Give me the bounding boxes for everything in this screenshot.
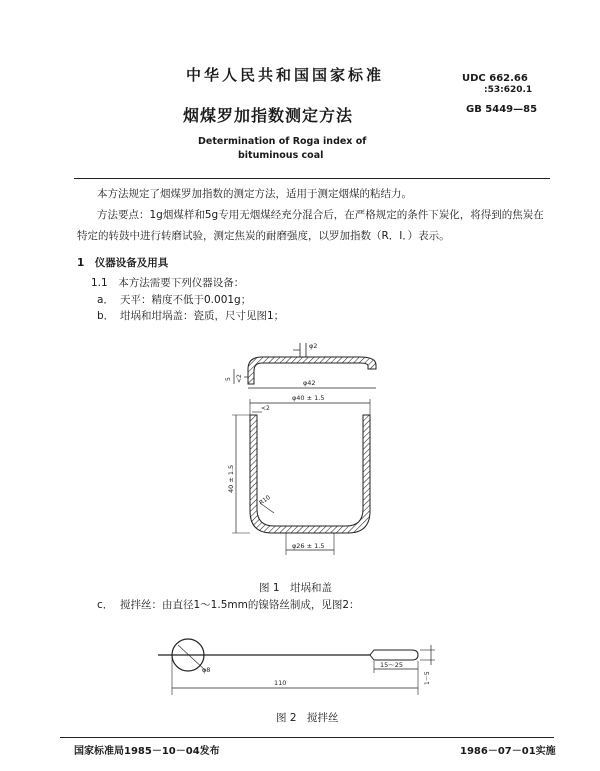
figure-1-crucible-drawing — [200, 335, 400, 575]
item-a-text: 天平：精度不低于0.001g； — [120, 294, 252, 306]
dim-ring-diameter: φ8 — [202, 666, 211, 674]
figure-2-stirring-wire-drawing — [150, 625, 440, 710]
document-title-cn: 烟煤罗加指数测定方法 — [183, 106, 354, 125]
effective-date: 1986－07－01实施 — [460, 746, 556, 757]
dim-lid-wall: <2 — [236, 374, 243, 383]
dim-total-length: 110 — [274, 679, 287, 687]
document-title-en-line1: Determination of Roga index of — [198, 136, 367, 147]
dim-lid-thickness: φ2 — [309, 342, 318, 350]
dim-lid-height: 5 — [225, 377, 232, 381]
dim-height: 40 ± 1.5 — [227, 464, 235, 493]
document-title-en-line2: bituminous coal — [238, 150, 324, 161]
dim-wall-thickness: <2 — [261, 405, 270, 412]
dim-lid-diameter: φ42 — [303, 379, 316, 387]
intro-paragraph-2-line1: 方法要点：1g烟煤样和5g专用无烟煤经充分混合后，在严格规定的条件下炭化，将得到的焦炭在 — [97, 209, 544, 221]
wire-flat-end — [370, 650, 418, 660]
section-1-heading: 1 仪器设备及用具 — [77, 257, 169, 269]
item-c-label: c． — [97, 599, 114, 611]
item-c-text: 搅拌丝：由直径1～1.5mm的镍铬丝制成，见图2： — [120, 599, 360, 611]
dim-inner-radius: R10 — [258, 494, 272, 507]
udc-code-line2: :53:620.1 — [484, 85, 533, 95]
dim-bottom-diameter: φ26 ± 1.5 — [292, 542, 325, 550]
figure-2-caption: 图 2 搅拌丝 — [276, 712, 339, 724]
udc-code-line1: UDC 662.66 — [462, 73, 528, 84]
issuer-release-date: 国家标准局1985－10－04发布 — [74, 746, 220, 757]
national-standard-title: 中华人民共和国国家标准 — [186, 66, 385, 84]
dim-flat-width: 1～5 — [424, 671, 431, 685]
gb-standard-number: GB 5449—85 — [466, 104, 538, 115]
item-b-text: 坩埚和坩埚盖：瓷质，尺寸见图1； — [120, 310, 285, 322]
intro-paragraph-2-line2: 特定的转鼓中进行转磨试验，测定焦炭的耐磨强度，以罗加指数（R．I．）表示。 — [77, 230, 450, 242]
figure-1-caption: 图 1 坩埚和盖 — [259, 582, 333, 594]
item-a-label: a． — [97, 294, 114, 306]
header-divider — [74, 178, 550, 179]
dim-flat-length: 15～25 — [380, 661, 404, 669]
intro-paragraph-1: 本方法规定了烟煤罗加指数的测定方法，适用于测定烟煤的粘结力。 — [97, 188, 412, 200]
dim-top-diameter: φ40 ± 1.5 — [292, 394, 325, 402]
clause-1-1: 1.1 本方法需要下列仪器设备： — [91, 277, 245, 289]
footer-divider — [60, 737, 554, 738]
item-b-label: b． — [97, 310, 115, 322]
crucible-section — [250, 415, 370, 533]
